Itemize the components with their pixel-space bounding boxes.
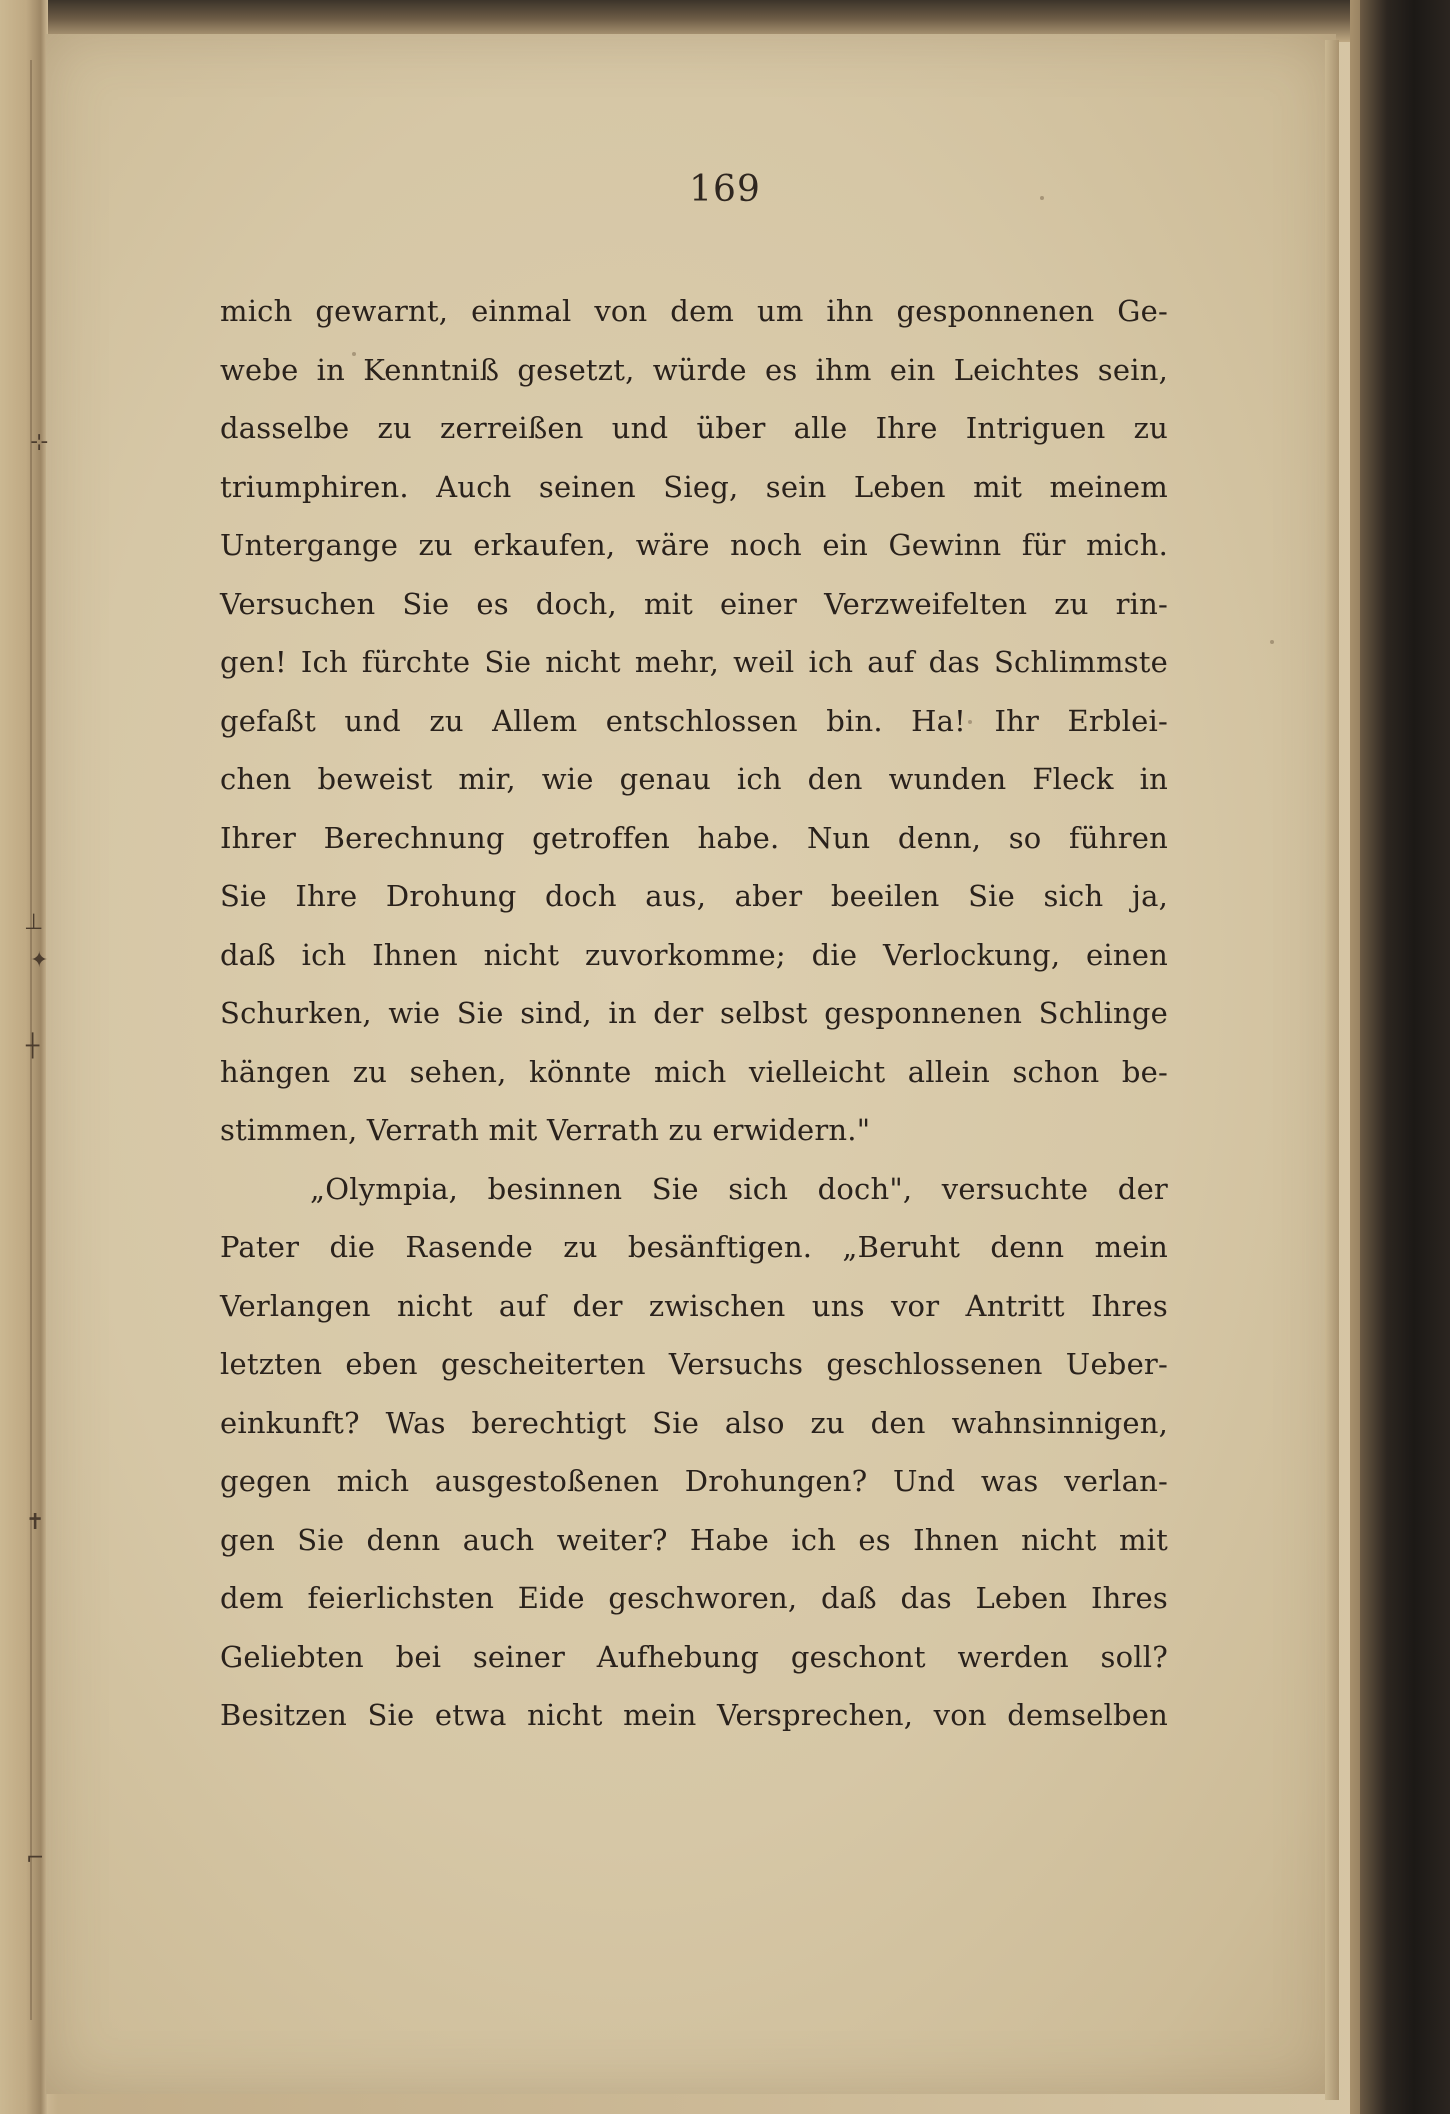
gutter-mark-icon: ⊥ — [24, 910, 44, 935]
text-line: dasselbe zu zerreißen und über alle Ihre Intriguen zu — [220, 411, 1168, 445]
body-text — [220, 282, 1168, 1745]
text-line: Besitzen Sie etwa nicht mein Versprechen, von demselben — [220, 1698, 1168, 1732]
paragraph-start-line: „Olympia, besinnen Sie sich doch", versuchte der — [310, 1171, 1168, 1206]
text-line: Sie Ihre Drohung doch aus, aber beeilen Sie sich ja, — [220, 879, 1168, 913]
book-cover-edge — [1360, 0, 1450, 2114]
text-line: Versuchen Sie es doch, mit einer Verzweifelten zu rin- — [220, 586, 1168, 621]
paragraph-end-line: stimmen, Verrath mit Verrath zu erwidern." — [220, 1113, 871, 1147]
gutter-mark-icon: ┼ — [26, 1034, 40, 1059]
page-gutter — [0, 0, 48, 2114]
text-line: gefaßt und zu Allem entschlossen bin. Ha! Ihr Erblei- — [220, 703, 1168, 738]
text-line: dem feierlichsten Eide geschworen, daß das Leben Ihres — [220, 1581, 1168, 1615]
text-line: Untergange zu erkaufen, wäre noch ein Gewinn für mich. — [220, 528, 1168, 562]
text-line: Verlangen nicht auf der zwischen uns vor Antritt Ihres — [220, 1288, 1168, 1323]
paper-speck — [1270, 640, 1274, 644]
text-line: gen Sie denn auch weiter? Habe ich es Ihnen nicht mit — [220, 1522, 1168, 1557]
leaf-edge — [1325, 40, 1339, 2100]
text-line: Pater die Rasende zu besänftigen. „Beruht denn mein — [220, 1230, 1168, 1264]
text-line: letzten eben gescheiterten Versuchs geschlossenen Ueber- — [220, 1347, 1168, 1381]
text-line: Schurken, wie Sie sind, in der selbst gesponnenen Schlinge — [220, 996, 1168, 1030]
gutter-mark-icon: ✦ — [30, 948, 49, 973]
gutter-mark-icon: ⌐ — [26, 1846, 45, 1871]
text-line: einkunft? Was berechtigt Sie also zu den wahnsinnigen, — [220, 1405, 1168, 1440]
page-number: 169 — [689, 169, 761, 210]
text-line: webe in Kenntniß gesetzt, würde es ihm ein Leichtes sein, — [220, 352, 1168, 387]
text-line: mich gewarnt, einmal von dem um ihn gesponnenen Ge- — [220, 294, 1168, 328]
text-line: chen beweist mir, wie genau ich den wunden Fleck in — [220, 762, 1168, 796]
text-line: hängen zu sehen, könnte mich vielleicht allein schon be- — [220, 1054, 1168, 1089]
text-line: gegen mich ausgestoßenen Drohungen? Und was verlan- — [220, 1464, 1168, 1498]
text-line: Geliebten bei seiner Aufhebung geschont werden soll? — [220, 1639, 1168, 1674]
text-line: triumphiren. Auch seinen Sieg, sein Leben mit meinem — [220, 469, 1168, 504]
gutter-mark-icon: ⊹ — [30, 430, 49, 455]
text-line: daß ich Ihnen nicht zuvorkomme; die Verlockung, einen — [220, 937, 1168, 972]
text-line: gen! Ich fürchte Sie nicht mehr, weil ich auf das Schlimmste — [220, 645, 1168, 679]
gutter-mark-icon: ✝ — [26, 1510, 45, 1535]
text-line: Ihrer Berechnung getroffen habe. Nun denn, so führen — [220, 820, 1168, 855]
